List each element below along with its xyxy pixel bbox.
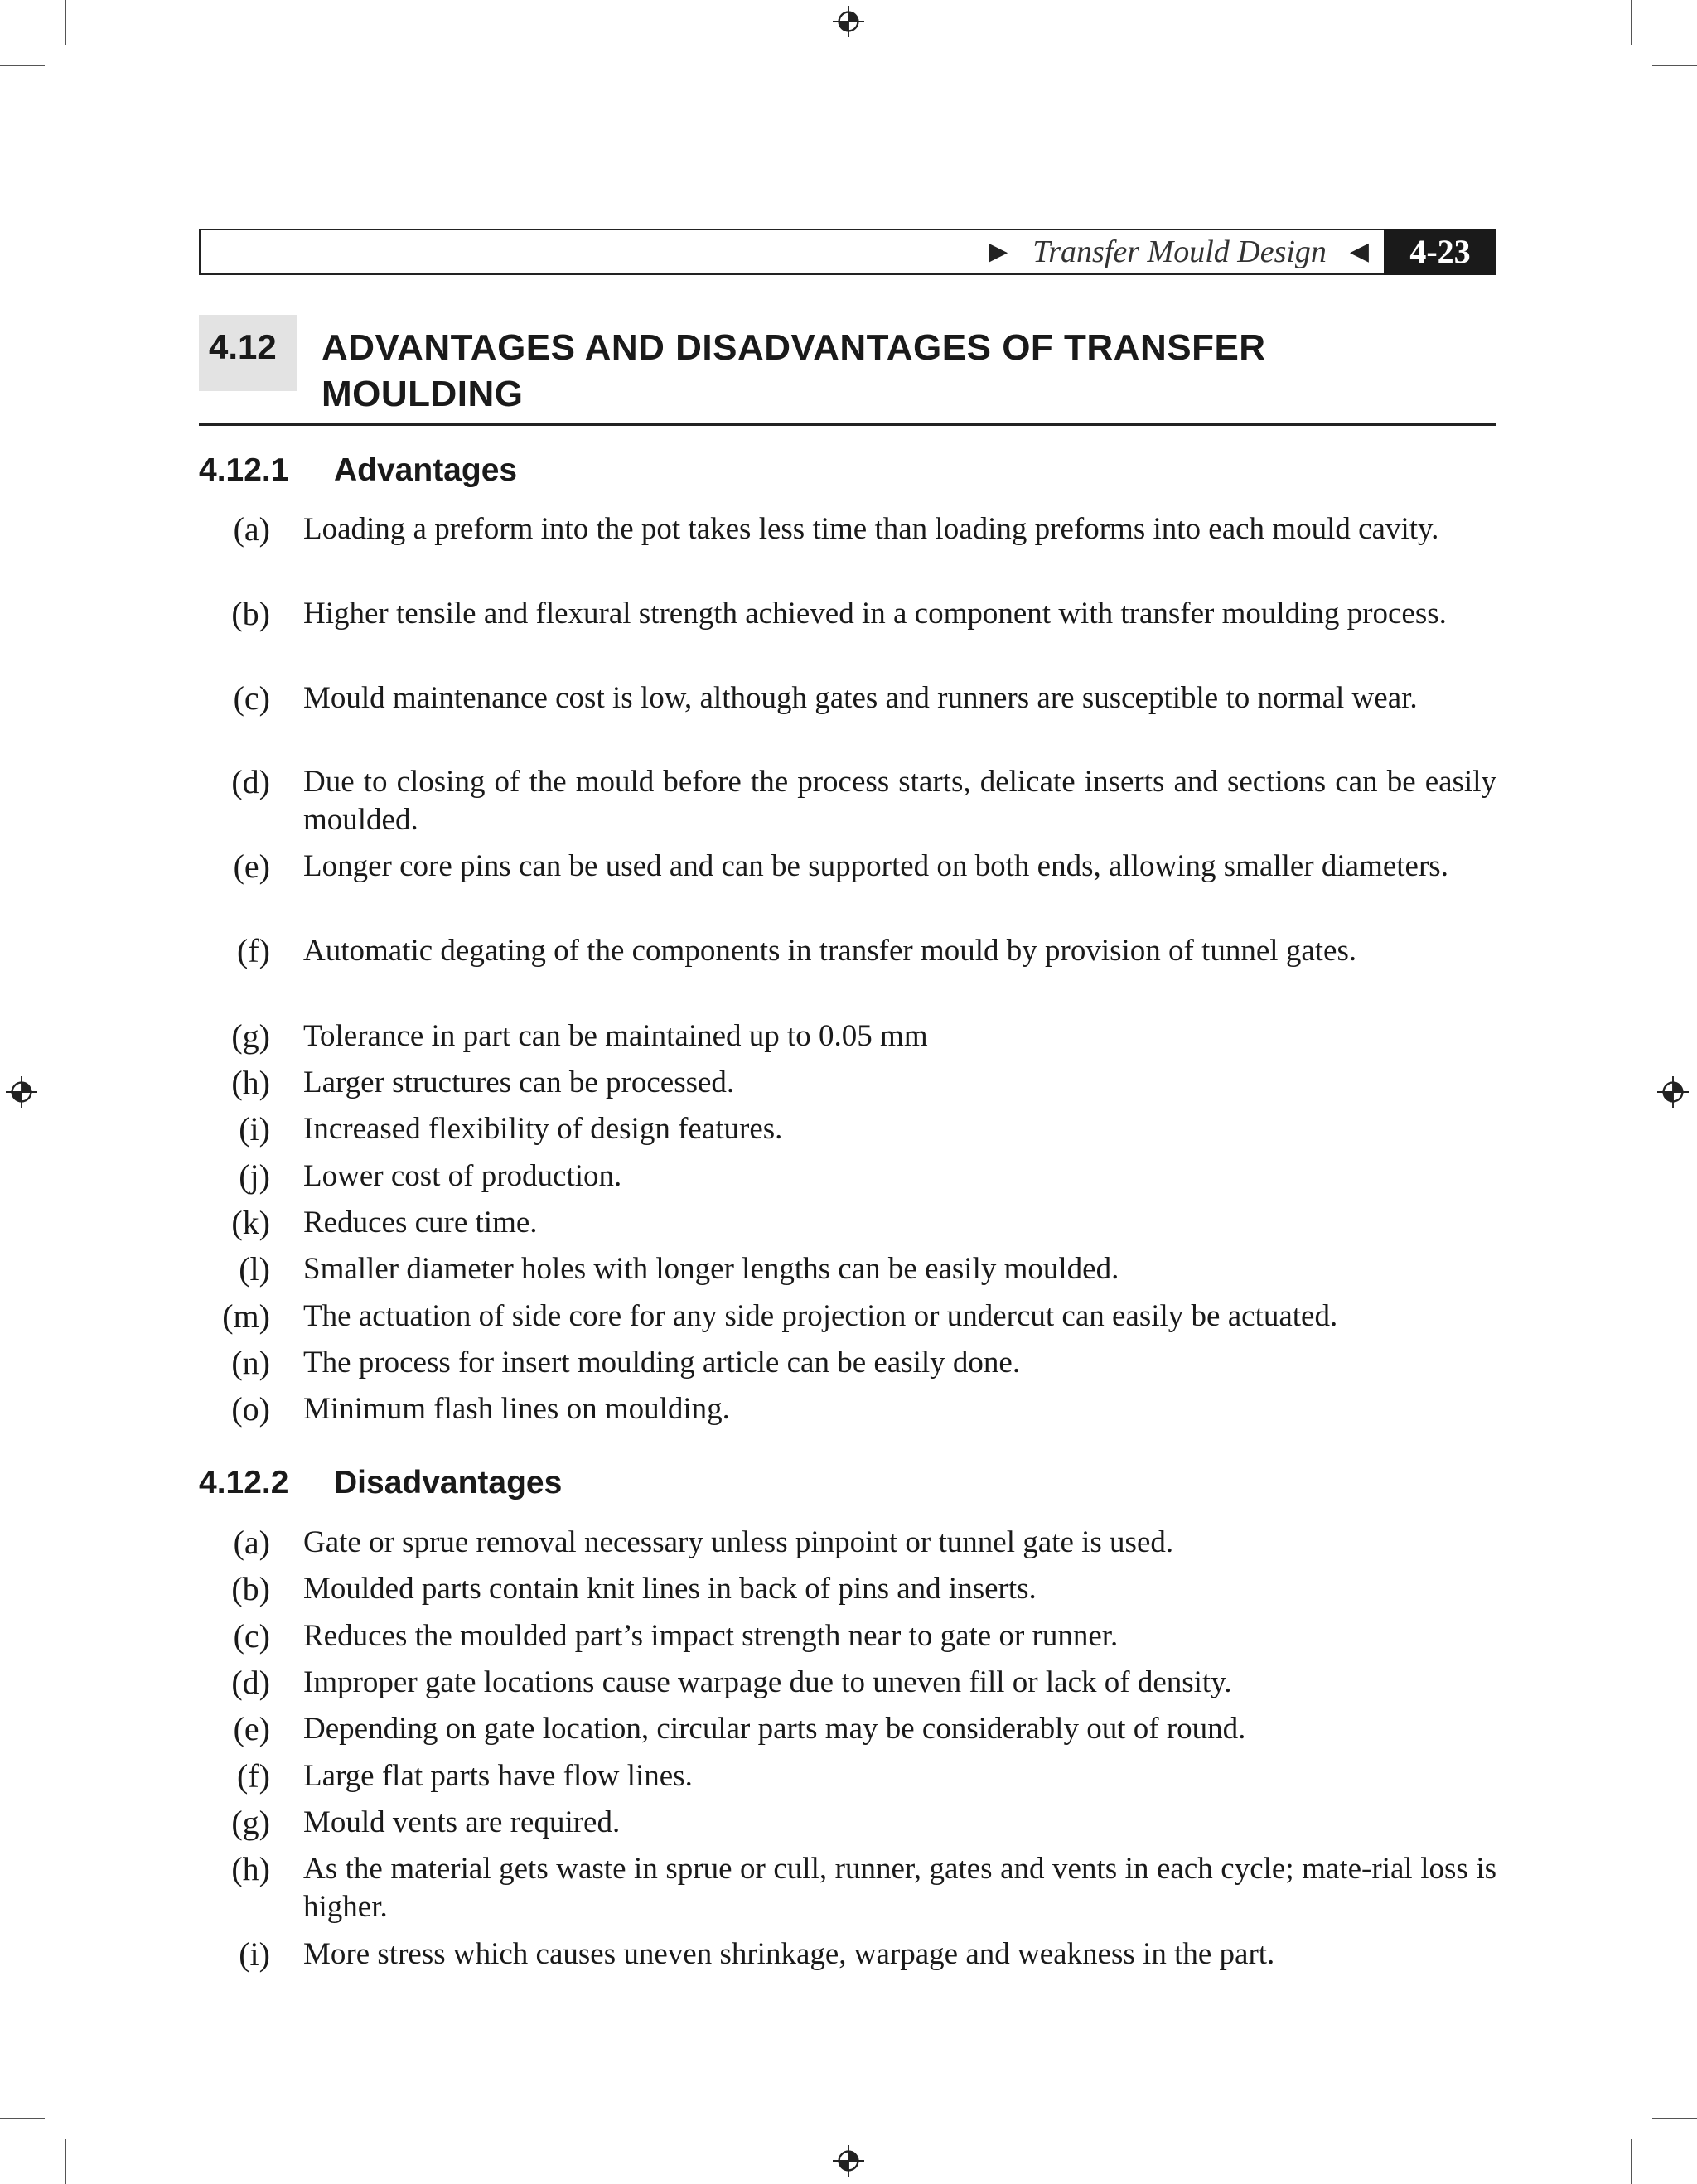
item-label: (b) (231, 1570, 270, 1607)
item-text: The actuation of side core for any side projection or undercut can easily be actuated. (303, 1299, 1338, 1333)
crop-mark-top-left-v (65, 0, 66, 45)
item-label: (k) (231, 1204, 270, 1241)
registration-mark-icon (833, 6, 864, 37)
registration-mark-icon (6, 1076, 37, 1108)
item-label: (g) (231, 1804, 270, 1841)
crop-mark-bottom-right-h (1652, 2118, 1697, 2119)
crop-mark-top-left-h (0, 65, 45, 66)
subsection-number: 4.12.2 (199, 1465, 289, 1500)
subsection-title: Disadvantages (334, 1465, 563, 1500)
crop-mark-bottom-right-v (1631, 2139, 1632, 2184)
item-label: (d) (231, 1664, 270, 1701)
triangle-left-icon: ◀ (1349, 238, 1369, 265)
crop-mark-top-right-v (1631, 0, 1632, 45)
item-text: Smaller diameter holes with longer lengths can be easily moulded. (303, 1252, 1119, 1286)
subsection-title: Advantages (334, 452, 518, 488)
item-text: Increased flexibility of design features. (303, 1112, 783, 1146)
item-label: (o) (231, 1390, 270, 1428)
section-number: 4.12 (199, 315, 297, 391)
crop-mark-bottom-left-v (65, 2139, 66, 2184)
section-heading (199, 315, 1496, 426)
item-text: Reduces the moulded part’s impact strength near to gate or runner. (303, 1619, 1119, 1653)
registration-mark-icon (833, 2145, 864, 2177)
item-label: (h) (231, 1850, 270, 1887)
item-label: (l) (239, 1250, 270, 1288)
item-label: (e) (233, 848, 270, 885)
item-text: Higher tensile and flexural strength achieved in a component with transfer moulding process. (303, 597, 1447, 631)
triangle-right-icon: ▶ (989, 238, 1008, 265)
item-text: Improper gate locations cause warpage due to uneven fill or lack of density. (303, 1665, 1232, 1699)
item-text: As the material gets waste in sprue or cull, runner, gates and vents in each cycle; mate-rial loss is higher. (303, 1852, 1496, 1924)
item-text: Large flat parts have flow lines. (303, 1759, 693, 1793)
crop-mark-top-right-h (1652, 65, 1697, 66)
subsection-heading-disadvantages (199, 1465, 562, 1501)
item-label: (c) (233, 679, 270, 717)
item-text: Due to closing of the mould before the process starts, delicate inserts and sections can be easily moulded. (303, 765, 1496, 837)
section-title: ADVANTAGES AND DISADVANTAGES OF TRANSFER MOULDING (322, 327, 1266, 414)
item-label: (a) (233, 510, 270, 548)
item-text: Larger structures can be processed. (303, 1065, 735, 1099)
item-label: (b) (231, 595, 270, 632)
running-header-text: Transfer Mould Design (1032, 234, 1327, 269)
running-header-title (989, 230, 1369, 273)
item-label: (c) (233, 1617, 270, 1655)
item-label: (h) (231, 1064, 270, 1101)
item-label: (f) (237, 1757, 270, 1795)
item-text: More stress which causes uneven shrinkage, warpage and weakness in the part. (303, 1937, 1275, 1971)
item-label: (e) (233, 1710, 270, 1747)
item-text: Moulded parts contain knit lines in back of pins and inserts. (303, 1572, 1037, 1606)
item-label: (j) (239, 1157, 270, 1195)
item-text: Loading a preform into the pot takes less time than loading preforms into each mould cavity. (303, 512, 1439, 546)
item-text: Minimum flash lines on moulding. (303, 1392, 730, 1426)
crop-mark-bottom-left-h (0, 2118, 45, 2119)
item-text: Reduces cure time. (303, 1206, 538, 1239)
running-header (199, 229, 1496, 275)
item-text: Mould vents are required. (303, 1805, 621, 1839)
item-label: (i) (239, 1110, 270, 1148)
item-label: (a) (233, 1524, 270, 1561)
item-label: (i) (239, 1935, 270, 1973)
item-text: Tolerance in part can be maintained up to 0.05 mm (303, 1019, 928, 1053)
page-number: 4-23 (1384, 229, 1496, 275)
item-label: (m) (222, 1297, 270, 1335)
subsection-number: 4.12.1 (199, 452, 289, 488)
registration-mark-icon (1657, 1076, 1689, 1108)
item-label: (g) (231, 1017, 270, 1055)
item-text: Longer core pins can be used and can be supported on both ends, allowing smaller diameters. (303, 849, 1448, 883)
item-text: Mould maintenance cost is low, although gates and runners are susceptible to normal wear. (303, 681, 1418, 715)
item-label: (d) (231, 763, 270, 800)
item-text: Lower cost of production. (303, 1159, 622, 1193)
item-text: Automatic degating of the components in transfer mould by provision of tunnel gates. (303, 934, 1357, 968)
subsection-heading-advantages (199, 452, 517, 489)
item-text: The process for insert moulding article can be easily done. (303, 1346, 1021, 1379)
item-text: Gate or sprue removal necessary unless pinpoint or tunnel gate is used. (303, 1525, 1174, 1559)
item-label: (f) (237, 932, 270, 969)
item-text: Depending on gate location, circular parts may be considerably out of round. (303, 1712, 1246, 1746)
item-label: (n) (231, 1344, 270, 1381)
